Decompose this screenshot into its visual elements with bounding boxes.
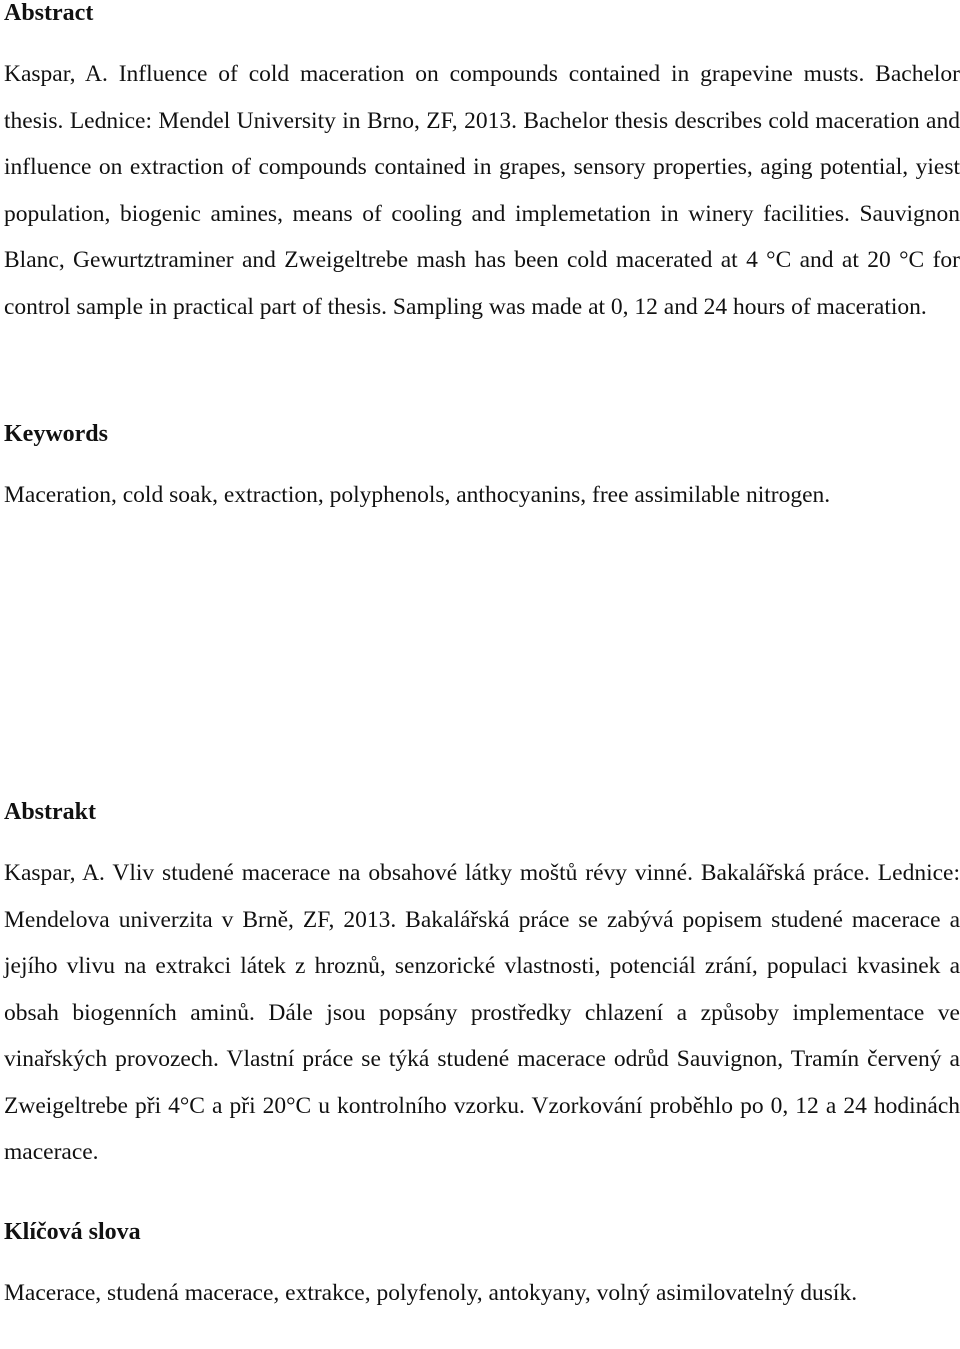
abstrakt-heading: Abstrakt: [4, 799, 97, 825]
klicova-slova-body: Macerace, studená macerace, extrakce, polyfenoly, antokyany, volný asimilovatelný dusík.: [4, 1280, 858, 1306]
klicova-slova-heading: Klíčová slova: [4, 1219, 141, 1245]
keywords-body: Maceration, cold soak, extraction, polyphenols, anthocyanins, free assimilable nitrogen.: [4, 482, 831, 508]
abstract-heading: Abstract: [4, 0, 94, 26]
keywords-heading: Keywords: [4, 421, 108, 447]
abstrakt-body: Kaspar, A. Vliv studené macerace na obsahové látky moštů révy vinné. Bakalářská práce. Lednice: Mendelova univerzita v Brně, ZF, 2013. Bakalářská práce se zabývá popisem studené macerace a jejího vlivu na extrakci látek z hroznů, senzorické vlastnosti, potenciál zrání, populaci kvasinek a obsah biogenních aminů. Dále jsou popsány prostředky chlazení a způsoby implementace ve vinařských provozech. Vlastní práce se týká studené macerace odrůd Sauvignon, Tramín červený a Zweigeltrebe při 4°C a při 20°C u kontrolního vzorku. Vzorkování proběhlo po 0, 12 a 24 hodinách macerace.: [4, 860, 960, 1165]
abstract-body: Kaspar, A. Influence of cold maceration on compounds contained in grapevine musts. Bachelor thesis. Lednice: Mendel University in Brno, ZF, 2013. Bachelor thesis describes cold maceration and influence on extraction of compounds contained in grapes, sensory properties, aging potential, yiest population, biogenic amines, means of cooling and implemetation in winery facilities. Sauvignon Blanc, Gewurtztraminer and Zweigeltrebe mash has been cold macerated at 4 °C and at 20 °C for control sample in practical part of thesis. Sampling was made at 0, 12 and 24 hours of maceration.: [4, 61, 960, 320]
